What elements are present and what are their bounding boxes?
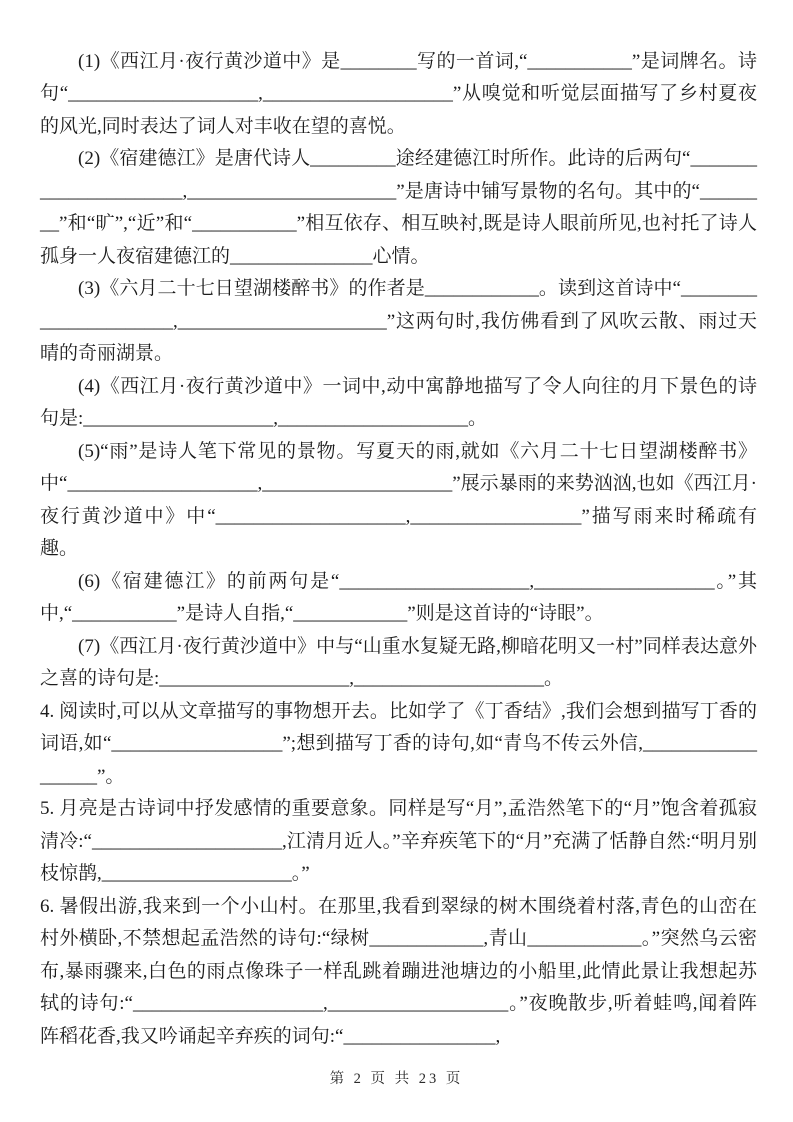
page-footer: 第 2 页 共 23 页 <box>329 1071 464 1088</box>
question-4: 4. 阅读时,可以从文章描写的事物想开去。比如学了《丁香结》,我们会想到描写丁香的词语,如“__________________”;想到描写丁香的诗句,如“青鸟不传云外信,__________________”。 <box>40 700 757 787</box>
question-6: 6. 暑假出游,我来到一个小山村。在那里,我看到翠绿的树木围绕着村落,青色的山峦在村外横卧,不禁想起孟浩然的诗句:“绿树____________,青山____________。”突然乌云密布,暴雨骤来,白色的雨点像珠子一样乱跳着蹦进池塘边的小船里,此情此景让我想起苏轼的诗句:“____________________,___________________。”夜晚散步,听着蛙鸣,闻着阵阵稻花香,我又吟诵起辛弃疾的词句:“________________, <box>40 895 757 1047</box>
question-3-4: (4)《西江月·夜行黄沙道中》一词中,动中寓静地描写了令人向往的月下景色的诗句是:____________________,____________________。 <box>40 375 757 430</box>
question-3-1: (1)《西江月·夜行黄沙道中》是________写的一首词,“___________”是词牌名。诗句“____________________,____________________”从嗅觉和听觉层面描写了乡村夏夜的风光,同时表达了词人对丰收在望的喜悦。 <box>40 51 757 137</box>
question-3-7: (7)《西江月·夜行黄沙道中》中与“山重水复疑无路,柳暗花明又一村”同样表达意外之喜的诗句是:____________________,____________________。 <box>40 635 757 690</box>
question-3-2: (2)《宿建德江》是唐代诗人_________途经建德江时所作。此诗的后两句“______________________,______________________”是唐诗中铺写景物的名句。其中的“________”和“旷”,“近”和“___________”相互依存、相互映衬,既是诗人眼前所见,也衬托了诗人孤身一人夜宿建德江的_______________心情。 <box>40 148 757 267</box>
question-list <box>40 46 757 1053</box>
question-3-6: (6)《宿建德江》的前两句是“____________________,___________________。”其中,“___________”是诗人自指,“____________”则是这首诗的“诗眼”。 <box>40 570 757 625</box>
question-5: 5. 月亮是古诗词中抒发感情的重要意象。同样是写“月”,孟浩然笔下的“月”饱含着孤寂清冷:“____________________,江清月近人。”辛弃疾笔下的“月”充满了恬静自然:“明月别枝惊鹊,____________________。” <box>40 798 757 885</box>
question-3-5: (5)“雨”是诗人笔下常见的景物。写夏天的雨,就如《六月二十七日望湖楼醉书》中“____________________,____________________”展示暴雨的来势汹汹,也如《西江月·夜行黄沙道中》中“____________________,__________________”描写雨来时稀疏有趣。 <box>40 440 757 560</box>
question-3-3: (3)《六月二十七日望湖楼醉书》的作者是____________。读到这首诗中“______________________,______________________”这两句时,我仿佛看到了风吹云散、雨过天晴的奇丽湖景。 <box>40 278 757 365</box>
